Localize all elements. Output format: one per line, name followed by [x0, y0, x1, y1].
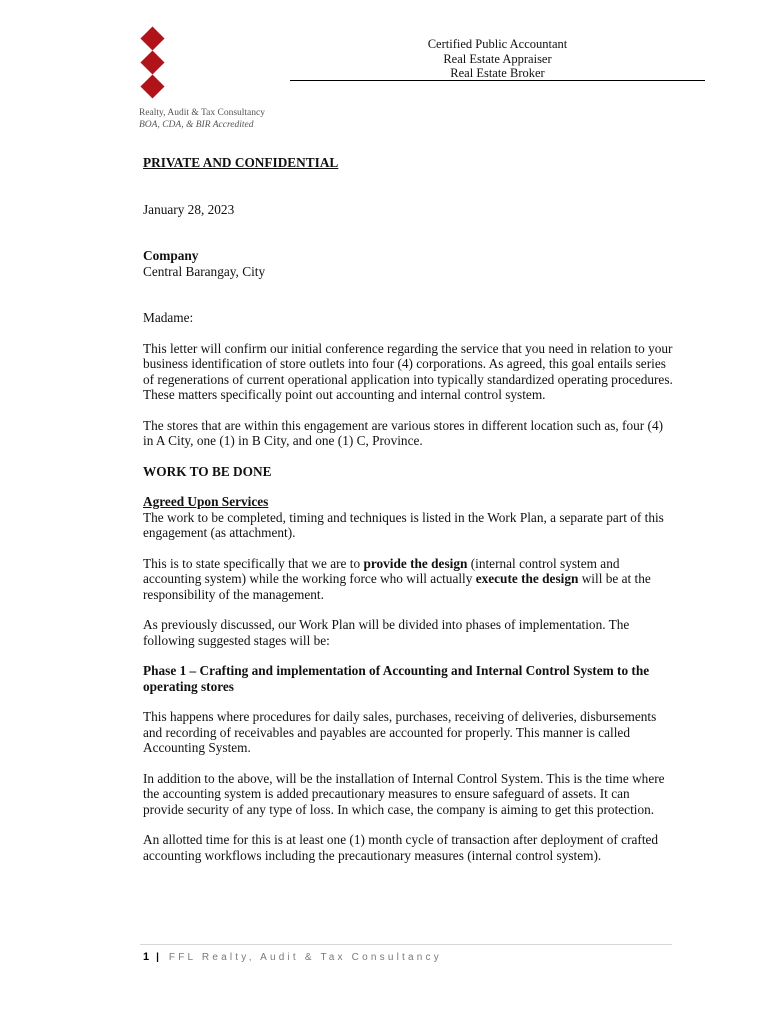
design-scope-text-e: will be at the responsibility of the management. — [143, 571, 651, 602]
confidential-heading: PRIVATE AND CONFIDENTIAL — [143, 155, 339, 170]
footer-text: FFL Realty, Audit & Tax Consultancy — [168, 952, 442, 963]
paragraph-allotted-time: An allotted time for this is at least one (1) month cycle of transaction after deployment of crafted accounting workflows including the precautionary measures (internal control system). — [143, 832, 659, 863]
paragraph-intro: This letter will confirm our initial conference regarding the service that you need in relation to your business identification of store outlets into four (4) corporations. As agreed, this goal entails series of regenerations of current operational application into typically standardized operating procedures. These matters specifically point out accounting and internal control system. — [143, 340, 673, 402]
company-logo — [140, 24, 170, 104]
letter-body — [143, 155, 673, 863]
paragraph-phases: As previously discussed, our Work Plan will be divided into phases of implementation. The following suggested stages will be: — [143, 617, 630, 648]
design-scope-emphasis-execute: execute the design — [475, 571, 579, 586]
accreditation-text: BOA, CDA, & BIR Accredited — [139, 120, 254, 130]
letter-date: January 28, 2023 — [143, 201, 235, 217]
title-broker: Real Estate Broker — [450, 66, 545, 80]
footer-divider — [140, 944, 672, 945]
subheading-agreed-services: Agreed Upon Services — [143, 494, 269, 509]
page-number: 1 — [143, 951, 151, 963]
page-footer — [143, 951, 442, 963]
section-heading-work: WORK TO BE DONE — [143, 463, 272, 479]
logo-diamond-bottom — [140, 74, 164, 98]
tagline-text: Realty, Audit & Tax Consultancy — [139, 108, 265, 118]
title-appraiser: Real Estate Appraiser — [443, 51, 552, 66]
design-scope-text-c: (internal control system and accounting system) while the working force who will actually — [143, 555, 620, 586]
recipient-address: Central Barangay, City — [143, 263, 266, 279]
professional-titles — [290, 37, 705, 81]
logo-diamond-top — [140, 26, 164, 50]
paragraph-stores: The stores that are within this engagement are various stores in different location such as, four (4) in A City, one (1) in B City, and one (1) C, Province. — [143, 417, 664, 448]
phase1-heading: Phase 1 – Crafting and implementation of Accounting and Internal Control System to the operating stores — [143, 663, 650, 694]
design-scope-text-a: This is to state specifically that we are to — [143, 555, 364, 571]
recipient-name: Company — [143, 248, 199, 263]
letterhead-tagline — [139, 107, 265, 131]
paragraph-work-plan: The work to be completed, timing and techniques is listed in the Work Plan, a separate part of this engagement (as attachment). — [143, 509, 664, 540]
footer-separator: | — [156, 952, 159, 963]
header-divider — [290, 80, 705, 81]
paragraph-design-scope — [143, 556, 673, 603]
title-cpa: Certified Public Accountant — [427, 37, 568, 51]
paragraph-accounting-system: This happens where procedures for daily sales, purchases, receiving of deliveries, disbursements and recording of receivables and payables are accounted for properly. This manner is called Accounting System. — [143, 709, 657, 755]
salutation: Madame: — [143, 310, 194, 325]
design-scope-emphasis-provide: provide the design — [363, 555, 468, 571]
paragraph-internal-control: In addition to the above, will be the installation of Internal Control System. This is the time where the accounting system is added precautionary measures to ensure safeguard of assets. It can provide security of any type of loss. In which case, the company is aiming to get this protection. — [143, 770, 665, 817]
logo-diamond-middle — [140, 50, 164, 74]
